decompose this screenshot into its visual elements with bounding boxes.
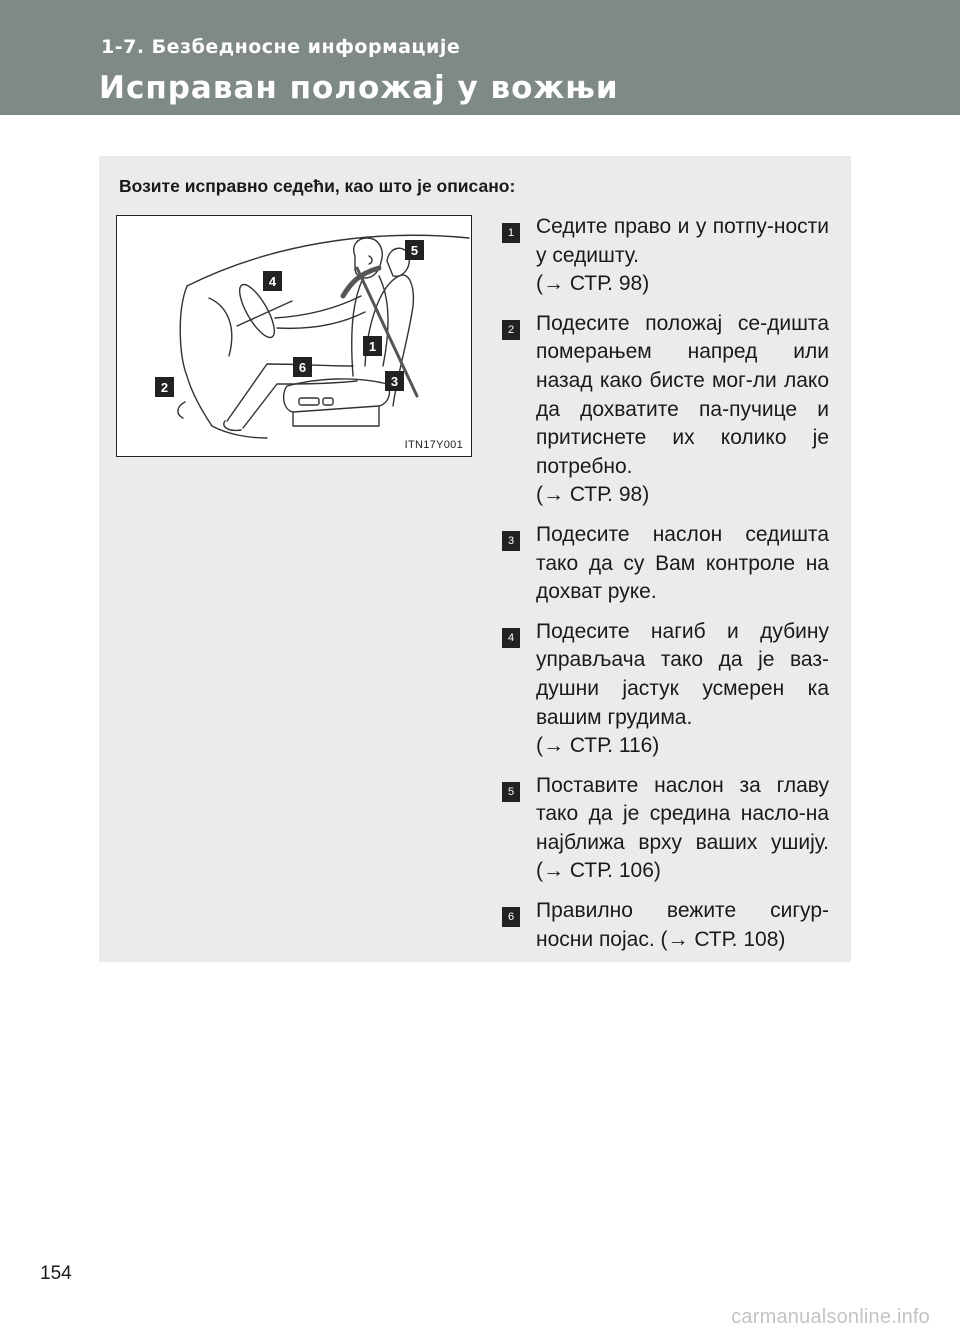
item-number-badge: 6 <box>502 907 520 927</box>
item-text <box>536 618 829 761</box>
list-item <box>502 521 829 607</box>
item-text <box>536 897 829 954</box>
callout-3: 3 <box>385 371 404 391</box>
item-body: Подесите нагиб и дубину управљача тако да је ваз-душни јастук усмерен ка вашим грудима. <box>536 619 829 729</box>
item-body: Подесите положај се-дишта померањем напред или назад како бисте мог-ли лако да дохватите па-пучице и притиснете их колико је потребно. <box>536 311 829 478</box>
intro-text: Возите исправно седећи, као што је описано: <box>119 176 516 196</box>
list-item <box>502 213 829 299</box>
page-title: Исправан положај у вожњи <box>99 70 619 106</box>
item-text <box>536 521 829 607</box>
item-text <box>536 310 829 510</box>
instruction-list <box>502 213 829 965</box>
item-text <box>536 213 829 299</box>
section-label: 1-7. Безбедносне информације <box>101 36 461 58</box>
page-number: 154 <box>40 1263 72 1284</box>
item-text <box>536 772 829 886</box>
item-number-badge: 3 <box>502 531 520 551</box>
item-body: Правилно вежите сигур-носни појас. (→ СТР. 108) <box>536 899 829 951</box>
list-item <box>502 310 829 510</box>
callout-1: 1 <box>363 336 382 356</box>
item-body: Подесите наслон седишта тако да су Вам контроле на дохват руке. <box>536 522 829 604</box>
list-item <box>502 897 829 954</box>
item-body: Седите право и у потпу-ности у седишту. <box>536 215 829 267</box>
callout-6: 6 <box>293 357 312 377</box>
watermark: carmanualsonline.info <box>731 1306 930 1328</box>
figure-code: ITN17Y001 <box>404 439 463 451</box>
callout-5: 5 <box>405 240 424 260</box>
info-panel <box>99 156 851 962</box>
item-number-badge: 4 <box>502 628 520 648</box>
callout-2: 2 <box>155 377 174 397</box>
page-reference[interactable]: (→ СТР. 98) <box>536 272 650 296</box>
page-reference[interactable]: (→ СТР. 98) <box>536 483 650 507</box>
list-item <box>502 772 829 886</box>
item-number-badge: 5 <box>502 782 520 802</box>
callout-4: 4 <box>263 271 282 291</box>
list-item <box>502 618 829 761</box>
page-header <box>0 0 960 115</box>
driving-position-illustration <box>116 215 472 457</box>
item-body: Поставите наслон за главу тако да је средина насло-на најближа врху ваших ушију. (→ СТР. 106) <box>536 773 829 883</box>
item-number-badge: 1 <box>502 223 520 243</box>
page-reference[interactable]: (→ СТР. 116) <box>536 734 660 758</box>
item-number-badge: 2 <box>502 320 520 340</box>
